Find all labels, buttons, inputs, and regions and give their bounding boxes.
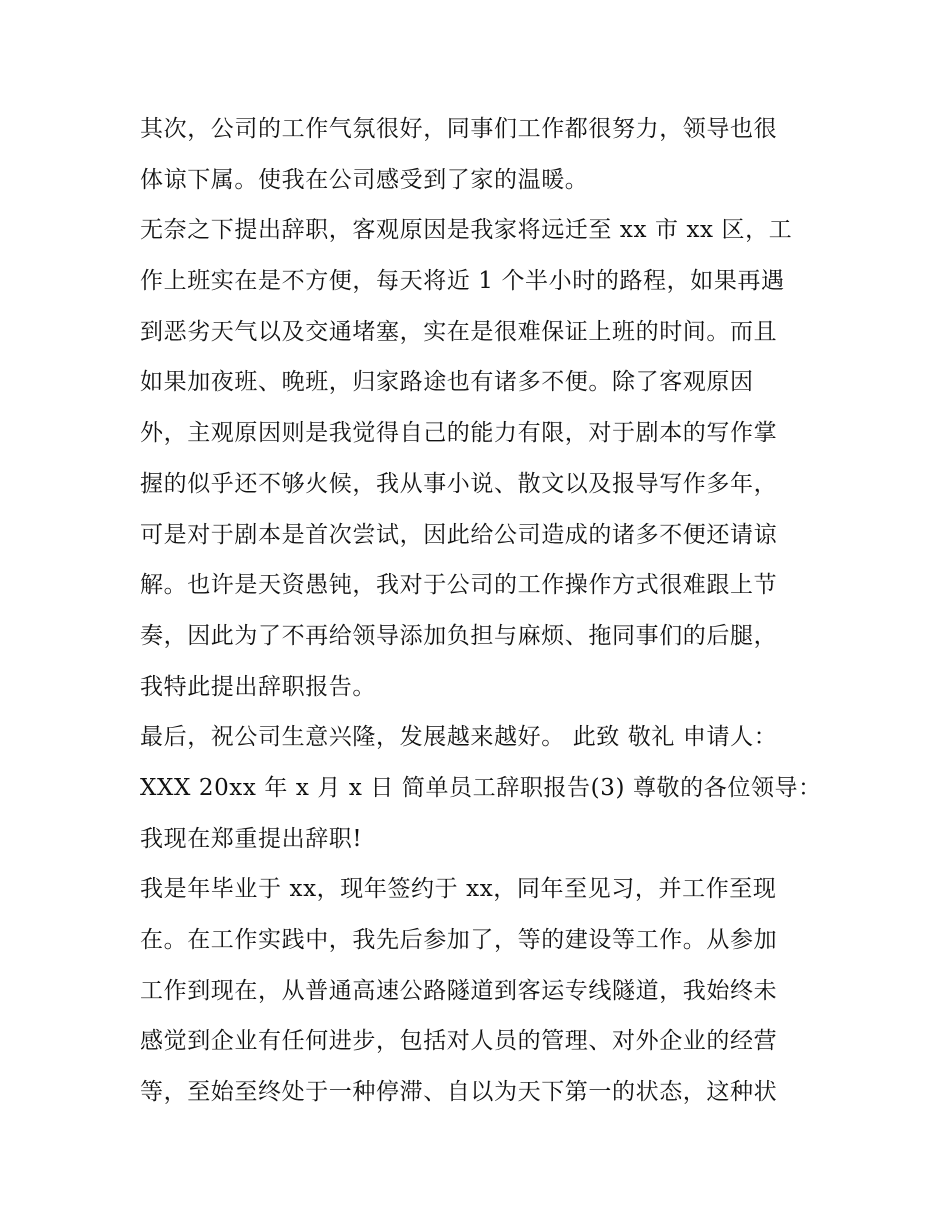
text-line: 奏，因此为了不再给领导添加负担与麻烦、拖同事们的后腿， bbox=[140, 622, 778, 649]
text-line: 作上班实在是不方便，每天将近 1 个半小时的路程，如果再遇 bbox=[140, 268, 785, 295]
text-line: 其次，公司的工作气氛很好，同事们工作都很努力，领导也很 bbox=[140, 116, 778, 142]
text-line: 我特此提出辞职报告。 bbox=[140, 673, 376, 700]
text-line: 在。在工作实践中，我先后参加了，等的建设等工作。从参加 bbox=[140, 927, 778, 953]
text-line: 我是年毕业于 xx，现年签约于 xx，同年至见习，并工作至现 bbox=[140, 876, 777, 903]
text-line: 我现在郑重提出辞职! bbox=[140, 825, 363, 852]
text-line: 最后，祝公司生意兴隆，发展越来越好。 此致 敬礼 申请人： bbox=[140, 724, 778, 751]
text-line: 体谅下属。使我在公司感受到了家的温暖。 bbox=[140, 166, 589, 193]
text-line: 握的似乎还不够火候，我从事小说、散文以及报导写作多年， bbox=[140, 470, 778, 497]
text-line: 无奈之下提出辞职，客观原因是我家将远迁至 xx 市 xx 区，工 bbox=[140, 217, 793, 244]
text-line: 感觉到企业有任何进步，包括对人员的管理、对外企业的经营 bbox=[140, 1028, 778, 1055]
text-line: 可是对于剧本是首次尝试，因此给公司造成的诸多不便还请谅 bbox=[140, 521, 778, 548]
text-line: 等，至始至终处于一种停滞、自以为天下第一的状态，这种状 bbox=[140, 1079, 778, 1106]
document-body bbox=[140, 104, 820, 1118]
text-line: 外，主观原因则是我觉得自己的能力有限，对于剧本的写作掌 bbox=[140, 420, 778, 447]
text-line: 到恶劣天气以及交通堵塞，实在是很难保证上班的时间。而且 bbox=[140, 318, 778, 345]
text-line: XXX 20xx 年 x 月 x 日 简单员工辞职报告(3) 尊敬的各位领导： bbox=[140, 774, 822, 801]
text-line: 如果加夜班、晚班，归家路途也有诸多不便。除了客观原因 bbox=[140, 369, 754, 396]
text-line: 工作到现在，从普通高速公路隧道到客运专线隧道，我始终未 bbox=[140, 977, 778, 1004]
text-line: 解。也许是天资愚钝，我对于公司的工作操作方式很难跟上节 bbox=[140, 572, 778, 599]
